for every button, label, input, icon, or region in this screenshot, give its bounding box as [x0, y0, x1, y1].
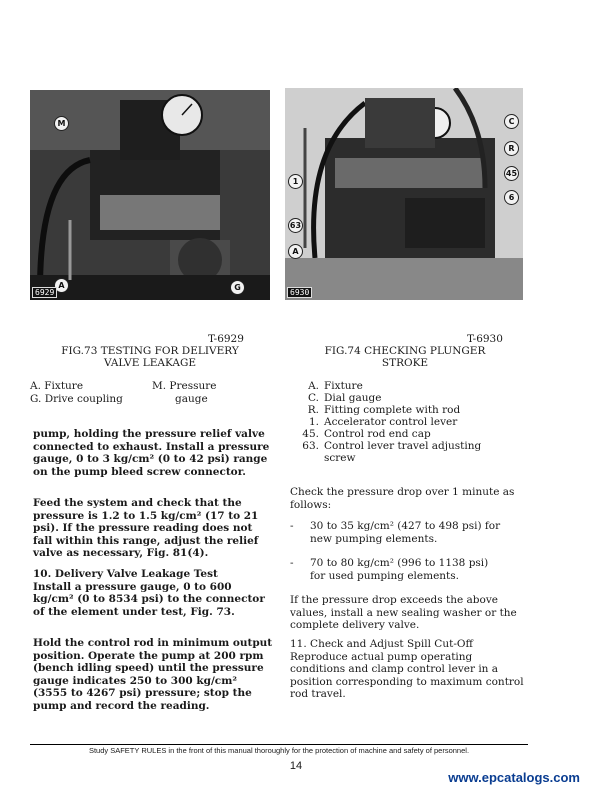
- fig74-title-line1: FIG.74 CHECKING PLUNGER: [324, 345, 486, 357]
- fig74-title-line2: STROKE: [381, 357, 429, 369]
- bullet1-line2: new pumping elements.: [310, 533, 438, 545]
- page-number: 14: [289, 760, 303, 772]
- bullet1-line1: 30 to 35 kg/cm² (427 to 498 psi) for: [310, 520, 501, 532]
- safety-footer: Study SAFETY RULES in the front of this manual thoroughly for the protection of machine and safety of personnel.: [88, 746, 470, 755]
- paragraph-feed-system: Feed the system and check that the pressure is 1.2 to 1.5 kg/cm² (17 to 21 psi). If the pressure reading does not fall within this range, adjust the relief valve as necessary, Fig. 81(4).: [33, 497, 259, 559]
- legend-item: R. Fitting complete with rod: [307, 404, 461, 416]
- paragraph-bleed-screw: pump, holding the pressure relief valve connected to exhaust. Install a pressure gauge, 0 to 3 kg/cm² (0 to 42 psi) range on the pump bleed screw connector.: [33, 428, 270, 478]
- section-11-text: Reproduce actual pump operating conditions and clamp control lever in a position corresponding to maximum control rod travel.: [290, 650, 524, 700]
- legend-left-row2-col1: G. Drive coupling: [30, 393, 123, 405]
- bullet2-line2: for used pumping elements.: [310, 570, 459, 582]
- section-11: [290, 638, 530, 701]
- legend-right: [287, 380, 527, 464]
- section-10-heading: 10. Delivery Valve Leakage Test: [33, 568, 218, 580]
- legend-item: 63. Control lever travel adjusting: [302, 440, 482, 452]
- section-11-heading: 11. Check and Adjust Spill Cut-Off: [290, 638, 473, 650]
- paragraph-exceeds: If the pressure drop exceeds the above values, install a new sealing washer or the complete delivery valve.: [290, 594, 517, 631]
- legend-item: screw: [324, 452, 356, 464]
- legend-left-row1-col2: M. Pressure: [152, 380, 217, 392]
- callout-6: 6: [504, 190, 519, 205]
- legend-item: 45. Control rod end cap: [302, 428, 431, 440]
- legend-left-row1-col1: A. Fixture: [30, 380, 84, 392]
- plunger-stroke-check-illustration: [285, 88, 523, 300]
- bullet-dash: -: [290, 520, 294, 532]
- tref-right: T-6930: [467, 333, 503, 345]
- legend-item: A. Fixture: [308, 380, 363, 392]
- callout-g: G: [230, 280, 245, 295]
- figure-74-photo: [285, 88, 523, 300]
- callout-m: M: [54, 116, 69, 131]
- watermark: www.epcatalogs.com: [448, 770, 580, 785]
- plate-number: 6929: [32, 287, 57, 298]
- tref-left: T-6929: [208, 333, 244, 345]
- paragraph-control-rod: Hold the control rod in minimum output position. Operate the pump at 200 rpm (bench idling speed) until the pressure gauge indicates 250 to 300 kg/cm² (3555 to 4267 psi) pressure; stop the pump and record the reading.: [33, 637, 273, 712]
- callout-45: 45: [504, 166, 519, 181]
- bullet2-line1: 70 to 80 kg/cm² (996 to 1138 psi): [310, 557, 489, 569]
- footer-divider: [30, 744, 528, 745]
- callout-c: C: [504, 114, 519, 129]
- legend-item: C. Dial gauge: [308, 392, 382, 404]
- plate-number: 6930: [287, 287, 312, 298]
- section-10: [33, 568, 273, 618]
- figure-73-photo: [30, 90, 270, 300]
- callout-1: 1: [288, 174, 303, 189]
- callout-r: R: [504, 141, 519, 156]
- paragraph-pressure-drop: Check the pressure drop over 1 minute as follows:: [290, 486, 515, 511]
- section-10-text: Install a pressure gauge, 0 to 600 kg/cm² (0 to 8534 psi) to the connector of the element under test, Fig. 73.: [33, 580, 265, 618]
- legend-item: 1. Accelerator control lever: [308, 416, 458, 428]
- callout-a: A: [54, 278, 69, 293]
- bullet-dash: -: [290, 557, 294, 569]
- callout-a: A: [288, 244, 303, 259]
- fig73-title-line2: VALVE LEAKAGE: [103, 357, 197, 369]
- legend-left-row2-col2: gauge: [175, 393, 208, 405]
- callout-63: 63: [288, 218, 303, 233]
- fig73-title-line1: FIG.73 TESTING FOR DELIVERY: [61, 345, 239, 357]
